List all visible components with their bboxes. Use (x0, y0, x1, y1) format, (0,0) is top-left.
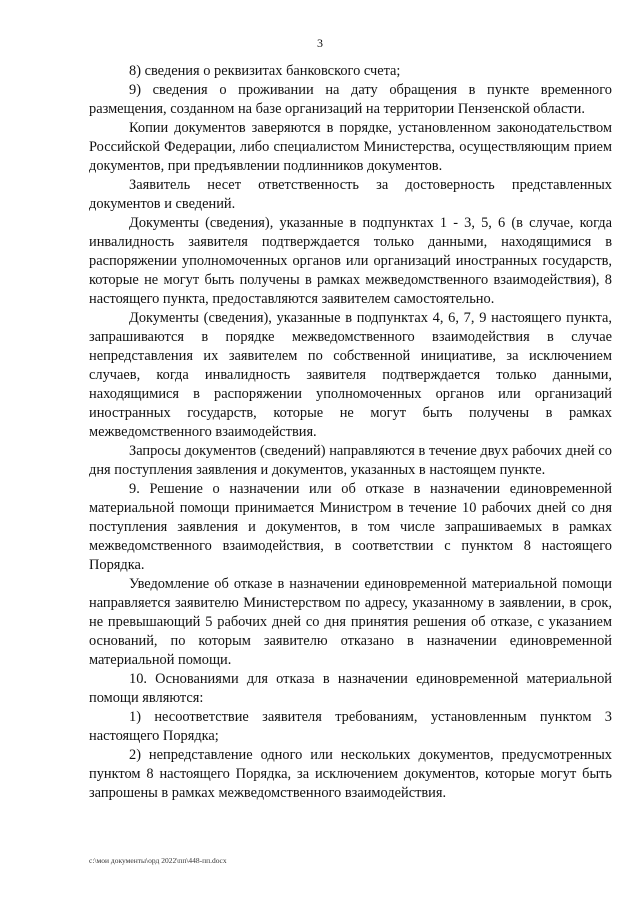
paragraph: Уведомление об отказе в назначении единовременной материальной помощи направляется заявителю Министерством по адресу, указанному в заявлении, в срок, не превышающий 5 рабочих дней со дня принятия решения об отказе, с указанием оснований, по которым заявителю отказано в назначении единовременной материальной помощи. (89, 576, 612, 668)
paragraph: Копии документов заверяются в порядке, установленном законодательством Российской Федерации, либо специалистом Министерства, осуществляющим прием документов, при предъявлении подлинников документов. (89, 120, 612, 174)
paragraph: Документы (сведения), указанные в подпунктах 1 - 3, 5, 6 (в случае, когда инвалидность заявителя подтверждается только данными, находящимися в распоряжении уполномоченных органов или организаций иностранных государств, которые не могут быть получены в рамках межведомственного взаимодействия), 8 настоящего пункта, предоставляются заявителем самостоятельно. (89, 215, 612, 307)
footer-file-path: c:\мои документы\орд 2022\пп\448-пп.docx (89, 856, 227, 865)
paragraph: 8) сведения о реквизитах банковского счета; (129, 63, 401, 79)
paragraph: 9) сведения о проживании на дату обращения в пункте временного размещения, созданном на базе организаций на территории Пензенской области. (89, 82, 612, 117)
paragraph: 1) несоответствие заявителя требованиям, установленным пунктом 3 настоящего Порядка; (89, 709, 612, 744)
page-number: 3 (317, 36, 323, 50)
paragraph: Документы (сведения), указанные в подпунктах 4, 6, 7, 9 настоящего пункта, запрашиваются в порядке межведомственного взаимодействия в случае непредставления их заявителем по собственной инициативе, за исключением случаев, когда инвалидность заявителя подтверждается только данными, находящимися в распоряжении уполномоченных органов или организаций иностранных государств, которые не могут быть получены в рамках межведомственного взаимодействия. (89, 310, 612, 440)
paragraph: 2) непредставление одного или нескольких документов, предусмотренных пунктом 8 настоящего Порядка, за исключением документов, которые могут быть запрошены в рамках межведомственного взаимодействия. (89, 747, 612, 801)
paragraph: 9. Решение о назначении или об отказе в назначении единовременной материальной помощи принимается Министром в течение 10 рабочих дней со дня поступления заявления и документов, в том числе запрашиваемых в рамках межведомственного взаимодействия, в соответствии с пунктом 8 настоящего Порядка. (89, 481, 612, 573)
paragraph: Заявитель несет ответственность за достоверность представленных документов и сведений. (89, 177, 612, 212)
paragraph: Запросы документов (сведений) направляются в течение двух рабочих дней со дня поступления заявления и документов, указанных в настоящем пункте. (89, 443, 612, 478)
document-body (89, 62, 612, 803)
paragraph: 10. Основаниями для отказа в назначении единовременной материальной помощи являются: (89, 671, 612, 706)
